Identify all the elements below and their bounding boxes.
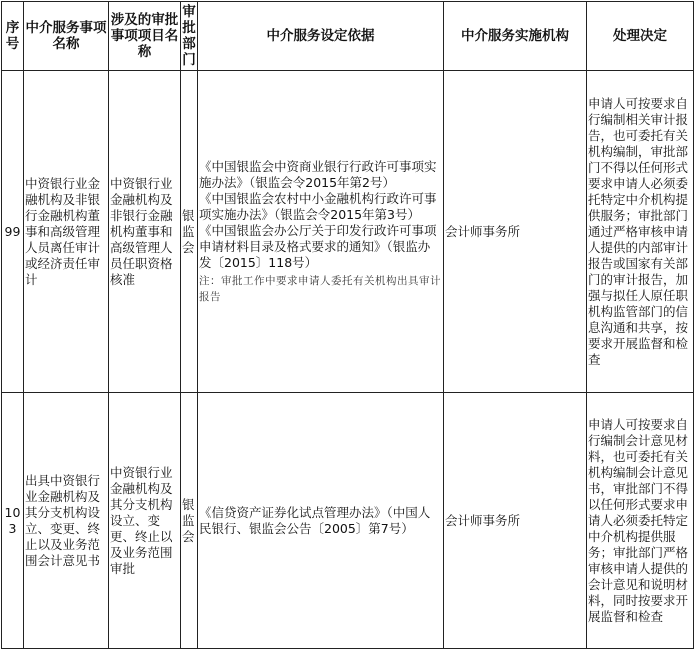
cell-agency: 会计师事务所 [444, 393, 587, 649]
basis-line: 《中国银监会中资商业银行行政许可事项实施办法》（银监会令2015年第2号） [199, 158, 437, 190]
header-row [2, 2, 694, 71]
cell-seq: 103 [2, 393, 24, 649]
cell-decision: 申请人可按要求自行编制相关审计报告，也可委托有关机构编制，审批部门不得以任何形式要求申请人必须委托特定中介机构提供服务；审批部门通过严格审核申请人提供的内部审计报告或国家有关部门的审计报告，加强与拟任人原任职机构监管部门的信息沟通和共享，按要求开展监督和检查 [587, 71, 694, 393]
cell-service-name: 出具中资银行业金融机构及其分支机构设立、变更、终止以及业务范围会计意见书 [24, 393, 109, 649]
header-agency: 中介服务实施机构 [444, 2, 587, 71]
cell-approval-item: 中资银行业金融机构及其分支机构设立、变更、终止以及业务范围审批 [109, 393, 181, 649]
cell-basis [198, 393, 444, 649]
basis-line: 《信贷资产证券化试点管理办法》（中国人民银行、银监会公告〔2005〕第7号） [199, 504, 431, 536]
header-basis: 中介服务设定依据 [198, 2, 444, 71]
basis-note: 注：审批工作中要求申请人委托有关机构出具审计报告 [199, 274, 441, 303]
cell-dept: 银监会 [181, 393, 198, 649]
table-row [2, 393, 694, 649]
cell-seq: 99 [2, 71, 24, 393]
header-decision: 处理决定 [587, 2, 694, 71]
header-seq: 序号 [2, 2, 24, 71]
basis-line: 《中国银监会农村中小金融机构行政许可事项实施办法》（银监会令2015年第3号） [199, 190, 437, 222]
header-service-name: 中介服务事项名称 [24, 2, 109, 71]
cell-agency: 会计师事务所 [444, 71, 587, 393]
table-row [2, 71, 694, 393]
header-approval-item: 涉及的审批事项项目名称 [109, 2, 181, 71]
cell-approval-item: 中资银行业金融机构及非银行金融机构董事和高级管理人员任职资格核准 [109, 71, 181, 393]
cell-basis [198, 71, 444, 393]
cell-decision: 申请人可按要求自行编制会计意见材料，也可委托有关机构编制会计意见书，审批部门不得以任何形式要求申请人必须委托特定中介机构提供服务；审批部门严格审核申请人提供的会计意见和说明材料，同时按要求开展监督和检查 [587, 393, 694, 649]
basis-line: 《中国银监会办公厅关于印发行政许可事项申请材料目录及格式要求的通知》（银监办发〔2015〕118号） [199, 222, 437, 270]
intermediary-services-table [1, 1, 694, 649]
cell-service-name: 中资银行业金融机构及非银行金融机构董事和高级管理人员离任审计或经济责任审计 [24, 71, 109, 393]
header-dept: 审批部门 [181, 2, 198, 71]
cell-dept: 银监会 [181, 71, 198, 393]
